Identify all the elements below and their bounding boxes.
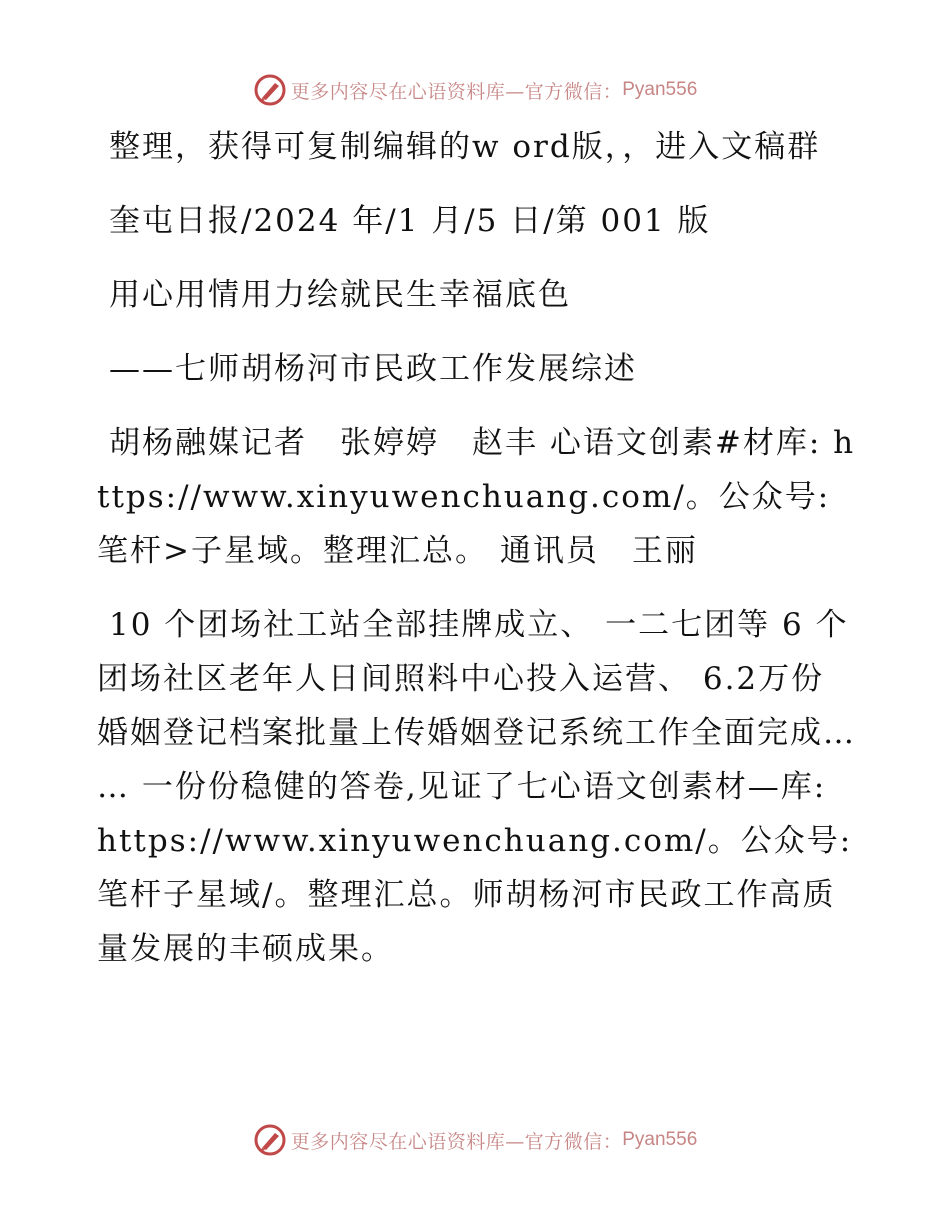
watermark-wechat-id: Pyan556: [622, 1129, 698, 1150]
watermark-wechat-id: Pyan556: [622, 79, 698, 100]
header-watermark: [0, 70, 950, 110]
publication-line: 奎屯日报/2024 年/1 月/5 日/第 001 版: [109, 203, 711, 239]
article-subtitle: ——七师胡杨河市民政工作发展综述: [109, 351, 637, 387]
byline: 胡杨融媒记者 张婷婷 赵丰 心语文创素#材库: https://www.xinyuwenchuang.com/。公众号: 笔杆>子星域。整理汇总。 通讯员 王丽: [97, 425, 856, 569]
footer-watermark: [0, 1120, 950, 1160]
watermark-text: 更多内容尽在心语资料库—官方微信：: [290, 1130, 623, 1153]
intro-note: 整理，获得可复制编辑的w ord版，，进入文稿群: [109, 129, 821, 165]
pen-circle-logo-icon: [253, 1123, 287, 1157]
watermark-text: 更多内容尽在心语资料库—官方微信：: [290, 80, 623, 103]
pen-circle-logo-icon: [253, 73, 287, 107]
article-title: 用心用情用力绘就民生幸福底色: [109, 277, 571, 313]
body-paragraph: 10 个团场社工站全部挂牌成立、 一二七团等 6 个团场社区老年人日间照料中心投入运营、 6.2万份婚姻登记档案批量上传婚姻登记系统工作全面完成… … 一份份稳健的答卷,见证了七心语文创素材—库: https://www.xinyuwenchuang.com/。公众号: 笔杆子星域/。整理汇总。师胡杨河市民政工作高质量发展的丰硕成果。: [97, 607, 856, 967]
document-body: [97, 120, 857, 996]
